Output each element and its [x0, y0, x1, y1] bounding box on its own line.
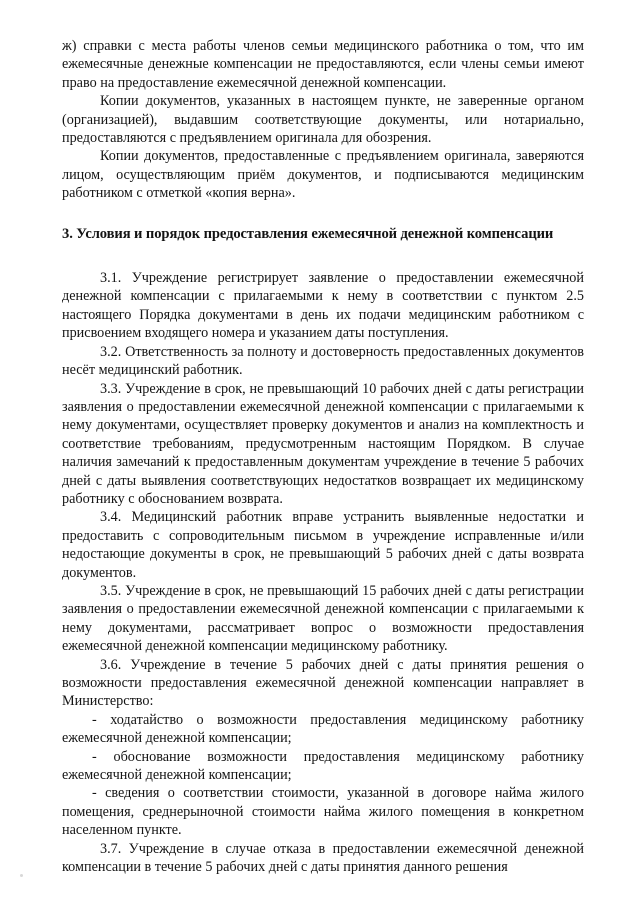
scan-artifact-dot	[20, 874, 23, 877]
list-item-cost-info: - сведения о соответствии стоимости, указанной в договоре найма жилого помещения, среднерыночной стоимости найма жилого помещения в конкретном населенном пункте.	[62, 785, 584, 839]
clause-3-7: 3.7. Учреждение в случае отказа в предоставлении ежемесячной денежной компенсации в течение 5 рабочих дней с даты принятия данного решения	[62, 840, 584, 876]
list-item-petition: - ходатайство о возможности предоставления медицинскому работнику ежемесячной денежной компенсации;	[62, 711, 584, 747]
paragraph-copies-verification: Копии документов, предоставленные с предъявлением оригинала, заверяются лицом, осуществляющим приём документов, и подписываются медицинским работником с отметкой «копия верна».	[62, 148, 584, 202]
list-item-justification: - обоснование возможности предоставления медицинскому работнику ежемесячной денежной компенсации;	[62, 748, 584, 784]
document-page	[62, 37, 584, 876]
section-heading: 3. Условия и порядок предоставления ежемесячной денежной компенсации	[62, 225, 554, 242]
clause-3-5: 3.5. Учреждение в срок, не превышающий 15 рабочих дней с даты регистрации заявления о предоставлении ежемесячной денежной компенсации с прилагаемыми к нему документами, рассматривает вопрос о возможности предоставления ежемесячной денежной компенсации медицинскому работнику.	[62, 582, 584, 655]
clause-3-3: 3.3. Учреждение в срок, не превышающий 10 рабочих дней с даты регистрации заявления о предоставлении ежемесячной денежной компенсации с прилагаемыми к нему документами, осуществляет проверку документов и анализ на комплектность и соответствие требованиям, предусмотренным настоящим Порядком. В случае наличия замечаний к предоставленным документам учреждение в течение 5 рабочих дней с даты выявления соответствующих недостатков возвращает их медицинскому работнику с обоснованием возврата.	[62, 380, 584, 507]
clause-3-4: 3.4. Медицинский работник вправе устранить выявленные недостатки и предоставить с сопроводительным письмом в учреждение исправленные и/или недостающие документы в срок, не превышающий 5 рабочих дней с даты возврата документов.	[62, 509, 584, 581]
clause-3-1: 3.1. Учреждение регистрирует заявление о предоставлении ежемесячной денежной компенсации с прилагаемыми к нему в соответствии с пунктом 2.5 настоящего Порядка документами в день их подачи медицинским работником с присвоением входящего номера и указанием даты поступления.	[62, 270, 584, 342]
paragraph-copies-certification: Копии документов, указанных в настоящем пункте, не заверенные органом (организацией), выдавшим соответствующие документы, или нотариально, предоставляются с предъявлением оригинала для обозрения.	[62, 93, 584, 147]
paragraph-item-zh: ж) справки с места работы членов семьи медицинского работника о том, что им ежемесячные денежные компенсации не предоставляются, если члены семьи имеют право на предоставление ежемесячной денежной компенсации.	[62, 38, 584, 91]
clause-3-6: 3.6. Учреждение в течение 5 рабочих дней с даты принятия решения о возможности предоставления ежемесячной денежной компенсации направляет в Министерство:	[62, 656, 584, 710]
clause-3-2: 3.2. Ответственность за полноту и достоверность предоставленных документов несёт медицинский работник.	[62, 343, 584, 379]
